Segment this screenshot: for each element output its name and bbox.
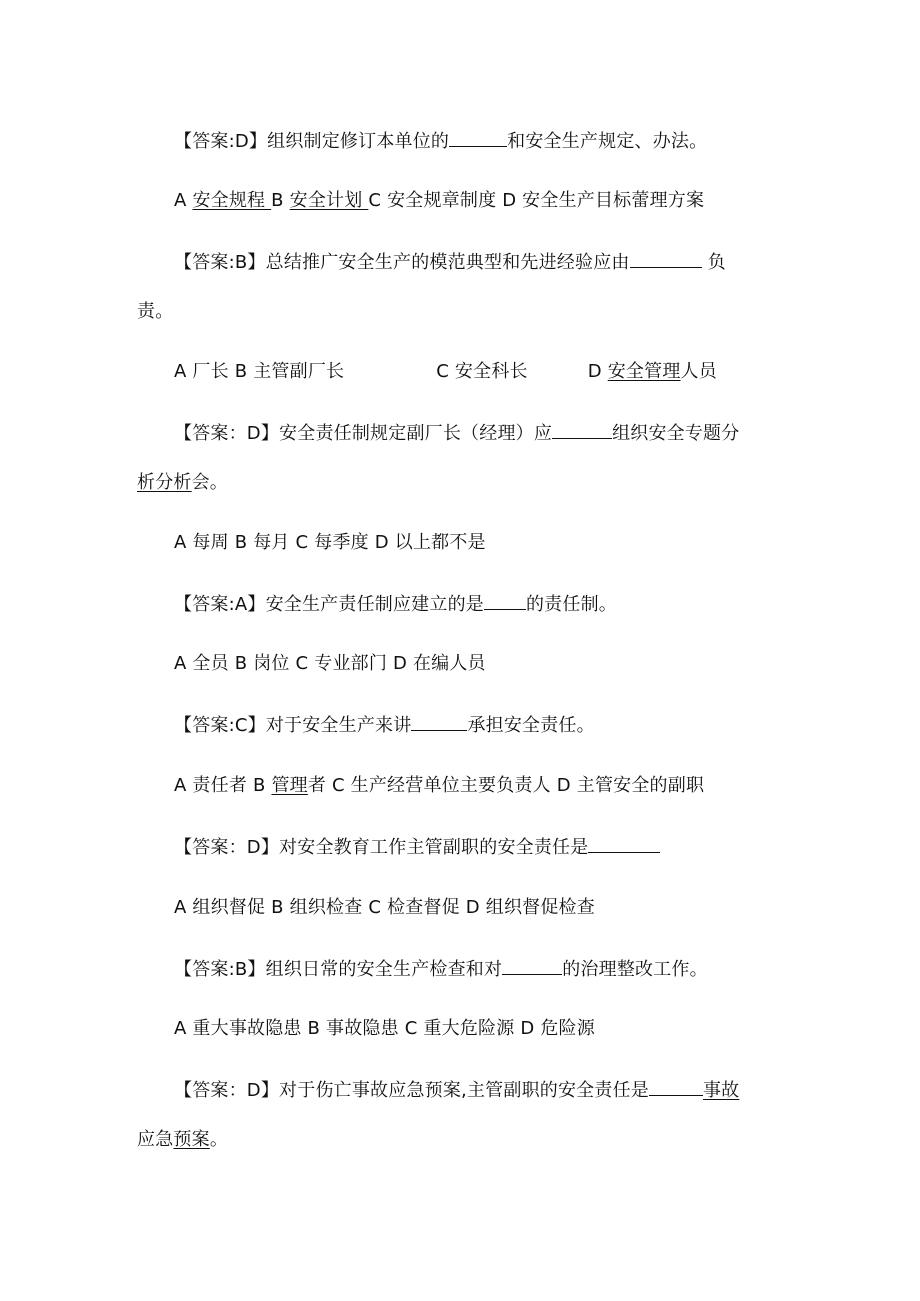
question-5-stem: 【答案:C】对于安全生产来讲 承担安全责任。 xyxy=(174,712,595,739)
question-4-stem: 【答案:A】安全生产责任制应建立的是 的责任制。 xyxy=(174,591,617,618)
question-5-options: A 责任者 B 管理者 C 生产经营单位主要负责人 D 主管安全的副职 xyxy=(174,775,705,796)
answer-blank xyxy=(649,1077,703,1096)
question-6-options: A 组织督促 B 组织检查 C 检查督促 D 组织督促检查 xyxy=(174,897,595,918)
question-2-options: A 厂长 B 主管副厂长 C 安全科长 D 安全管理人员 xyxy=(174,361,717,382)
answer-blank xyxy=(630,249,702,268)
answer-blank xyxy=(588,834,660,853)
question-8-stem: 【答案：D】对于伤亡事故应急预案,主管副职的安全责任是 事故 xyxy=(174,1077,739,1104)
question-7-stem: 【答案:B】组织日常的安全生产检查和对 的治理整改工作。 xyxy=(174,956,708,983)
answer-blank xyxy=(411,712,467,731)
answer-blank xyxy=(449,128,507,147)
question-6-stem: 【答案：D】对安全教育工作主管副职的安全责任是 xyxy=(174,834,660,861)
question-3-options: A 每周 B 每月 C 每季度 D 以上都不是 xyxy=(174,532,486,553)
question-4-options: A 全员 B 岗位 C 专业部门 D 在编人员 xyxy=(174,653,486,674)
question-3-stem: 【答案：D】安全责任制规定副厂长（经理）应 组织安全专题分 xyxy=(174,420,739,447)
question-2-stem: 【答案:B】总结推广安全生产的模范典型和先进经验应由 负 xyxy=(174,249,726,276)
answer-blank xyxy=(552,420,612,439)
question-3-stem-continued: 析分析会。 xyxy=(137,472,229,493)
question-1-stem: 【答案:D】组织制定修订本单位的 和安全生产规定、办法。 xyxy=(174,128,707,155)
question-7-options: A 重大事故隐患 B 事故隐患 C 重大危险源 D 危险源 xyxy=(174,1018,595,1039)
question-2-stem-continued: 责。 xyxy=(137,301,174,322)
answer-blank xyxy=(502,956,562,975)
question-8-stem-continued: 应急预案。 xyxy=(137,1129,229,1150)
answer-blank xyxy=(484,591,526,610)
question-1-options: A 安全规程 B 安全计划 C 安全规章制度 D 安全生产目标蕾理方案 xyxy=(174,190,705,211)
